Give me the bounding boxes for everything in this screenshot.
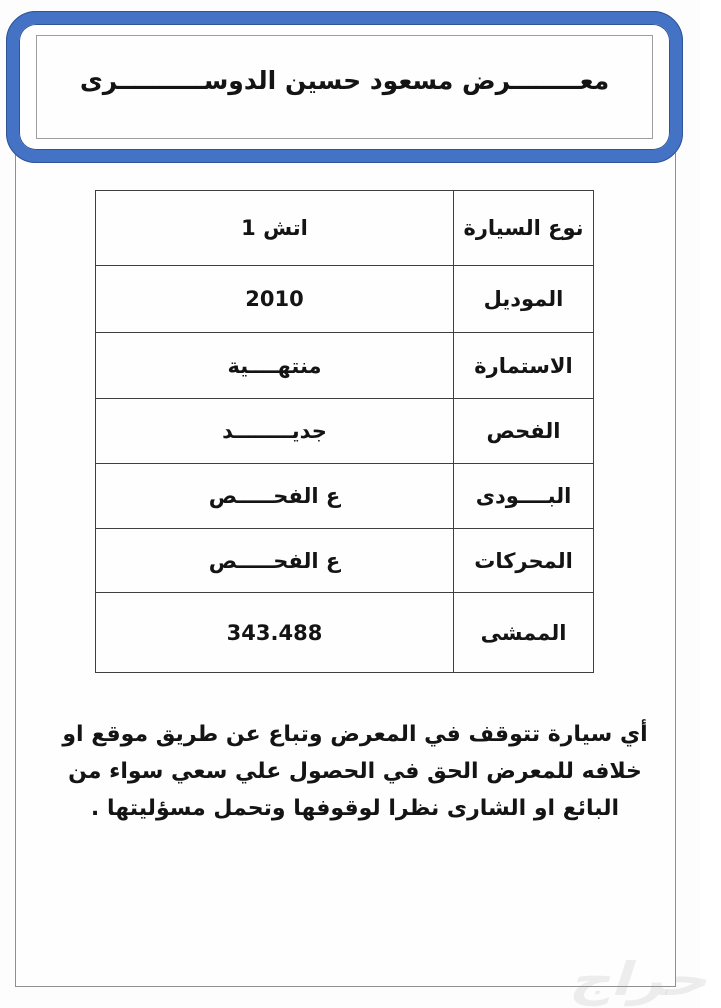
spec-label: الاستمارة	[454, 333, 594, 399]
spec-value: ع الفحـــــص	[96, 529, 454, 593]
table-row-engines	[96, 529, 594, 593]
disclaimer-line-1: أي سيارة تتوقف في المعرض وتباع عن طريق موقع او	[62, 722, 648, 747]
table-row-model	[96, 266, 594, 333]
showroom-header-box	[36, 35, 653, 139]
table-row-inspection	[96, 399, 594, 464]
disclaimer-line-2: خلافه للمعرض الحق في الحصول علي سعي سواء من	[68, 759, 642, 784]
showroom-title: معــــــــرض مسعود حسين الدوســــــــــرى	[79, 65, 610, 95]
spec-value: 343.488	[96, 593, 454, 673]
spec-label: نوع السيارة	[454, 191, 594, 266]
table-row-body	[96, 464, 594, 529]
disclaimer-text	[55, 716, 655, 827]
spec-label: الممشى	[454, 593, 594, 673]
disclaimer-line-3: البائع او الشارى نظرا لوقوفها وتحمل مسؤليتها .	[90, 796, 620, 821]
spec-value: اتش 1	[96, 191, 454, 266]
spec-value: ع الفحـــــص	[96, 464, 454, 529]
spec-label: البــــودى	[454, 464, 594, 529]
showroom-header-frame	[6, 11, 683, 163]
spec-label: الموديل	[454, 266, 594, 333]
spec-label: المحركات	[454, 529, 594, 593]
spec-value: منتهــــية	[96, 333, 454, 399]
spec-label: الفحص	[454, 399, 594, 464]
spec-value: جديــــــــد	[96, 399, 454, 464]
table-row-mileage	[96, 593, 594, 673]
vehicle-spec-table	[95, 190, 594, 673]
table-row-registration	[96, 333, 594, 399]
table-row-car-type	[96, 191, 594, 266]
spec-value: 2010	[96, 266, 454, 333]
